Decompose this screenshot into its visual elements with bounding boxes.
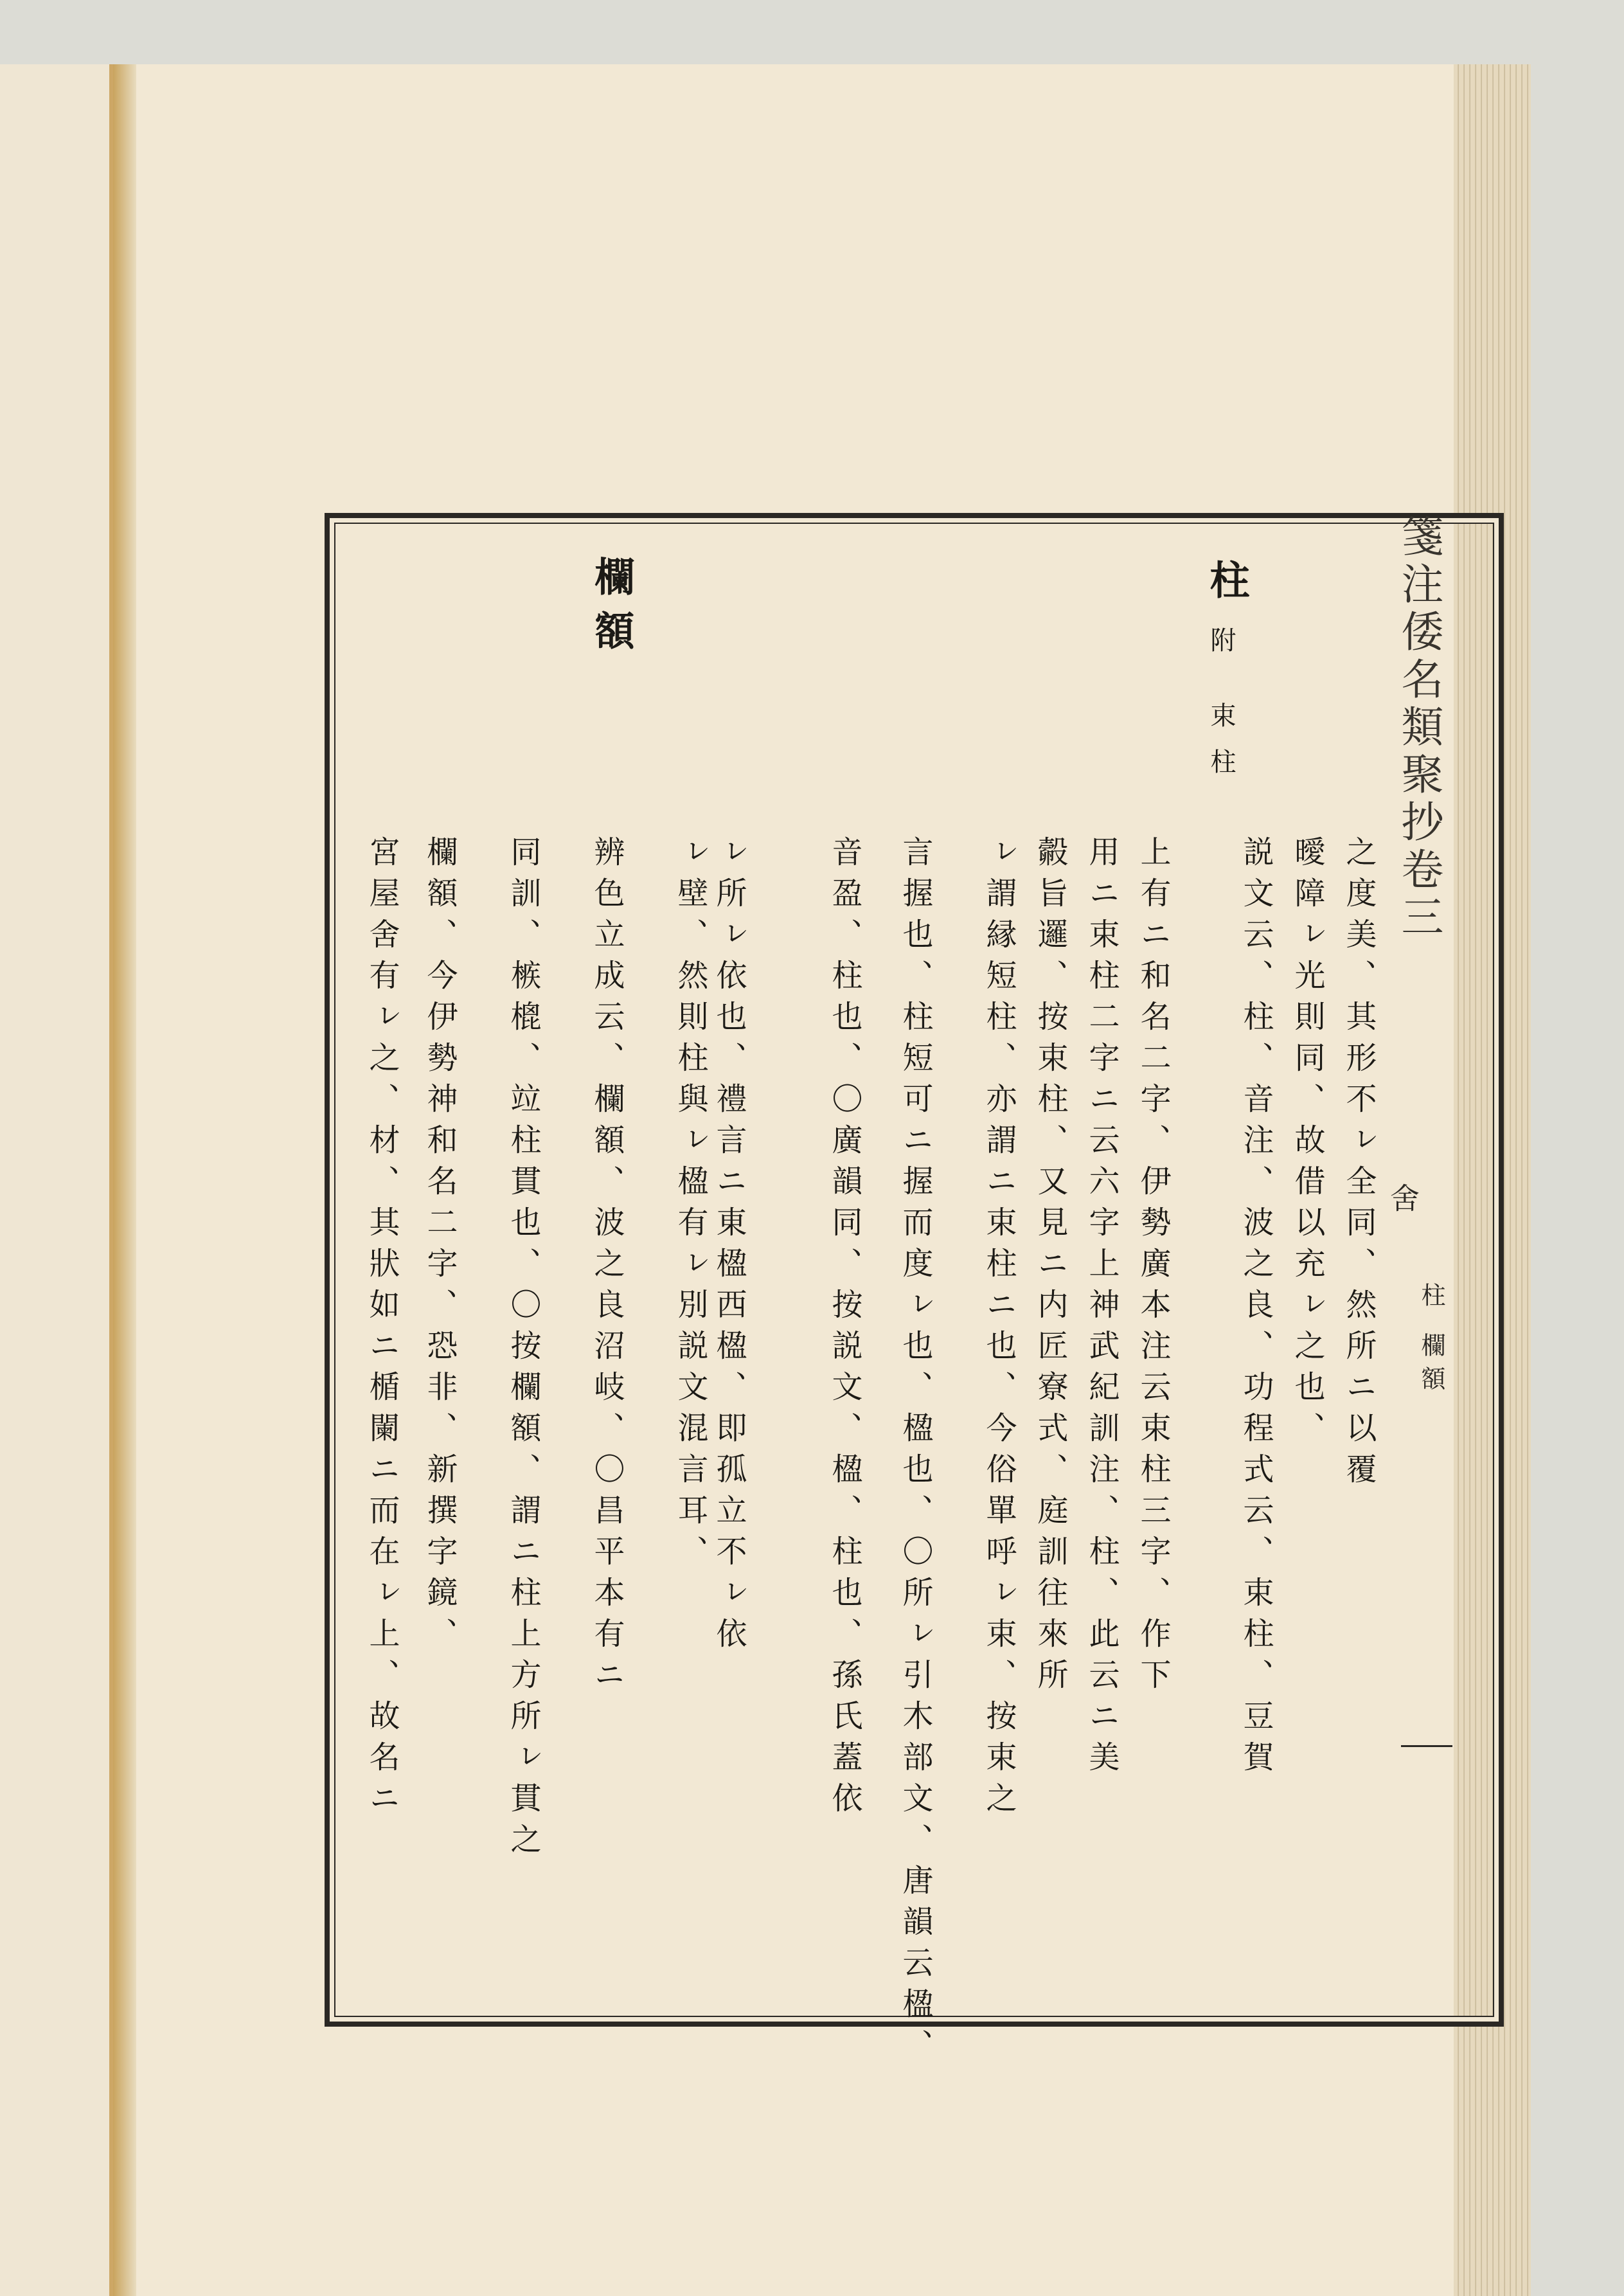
text-line: 欄額、今伊勢神和名二字、恐非、新撰字鏡、 bbox=[422, 836, 458, 1658]
margin-section-entries: 柱 欄額 bbox=[1417, 1282, 1445, 1400]
text-line: ㇾ所ㇾ依也、禮言ニ東楹西楹、即孤立不ㇾ依 bbox=[711, 836, 747, 1658]
margin-book-title bbox=[1388, 514, 1449, 942]
text-line: 説文云、柱、音注、波之良、功程式云、束柱、豆賀 bbox=[1238, 836, 1274, 1782]
entry-heading-balustrade-beam: 欄額 bbox=[588, 556, 635, 664]
text-line: ㇾ壁、然則柱與ㇾ楹有ㇾ別説文混言耳、 bbox=[672, 836, 708, 1576]
entry-subheading-pillar: 附 束柱 bbox=[1206, 627, 1236, 794]
book-title: 箋注倭名類聚抄 bbox=[1394, 514, 1443, 847]
text-line: 用ニ束柱二字ニ云六字上神武紀訓注、柱、此云ニ美 bbox=[1084, 836, 1120, 1782]
text-line: 言握也、柱短可ニ握而度ㇾ也、楹也、〇所ㇾ引木部文、唐韻云楹、 bbox=[897, 836, 933, 2070]
text-line: 㲉旨邏、按束柱、又見ニ内匠寮式、庭訓往來所 bbox=[1032, 836, 1068, 1700]
text-line: ㇾ謂縁短柱、亦謂ニ束柱ニ也、今俗單呼ㇾ束、按束之 bbox=[981, 836, 1017, 1823]
volume-label: 卷三 bbox=[1394, 847, 1443, 942]
text-line: 上有ニ和名二字、伊勢廣本注云束柱三字、作下 bbox=[1135, 836, 1171, 1700]
text-line: 同訓、槉㮰、竝柱貫也、〇按欄額、謂ニ柱上方所ㇾ貫之 bbox=[505, 836, 541, 1864]
book-gutter bbox=[113, 64, 136, 2296]
text-line: 宮屋舍有ㇾ之、材、其狀如ニ楯闌ニ而在ㇾ上、故名ニ bbox=[364, 836, 400, 1823]
margin-rule bbox=[1401, 1745, 1452, 1747]
text-line: 音盈、柱也、〇廣韻同、按説文、楹、柱也、孫氏蓋依 bbox=[826, 836, 862, 1823]
left-page-edge bbox=[0, 64, 113, 2296]
entry-heading-pillar: 柱 bbox=[1203, 559, 1250, 613]
margin-section-label: 舍 bbox=[1386, 1183, 1420, 1225]
text-line: 之度美、其形不ㇾ全同、然所ニ以覆 bbox=[1341, 836, 1377, 1494]
text-line: 辨色立成云、欄額、波之良沼岐、〇昌平本有ニ bbox=[589, 836, 625, 1700]
text-line: 曖障ㇾ光則同、故借以充ㇾ之也、 bbox=[1289, 836, 1325, 1453]
